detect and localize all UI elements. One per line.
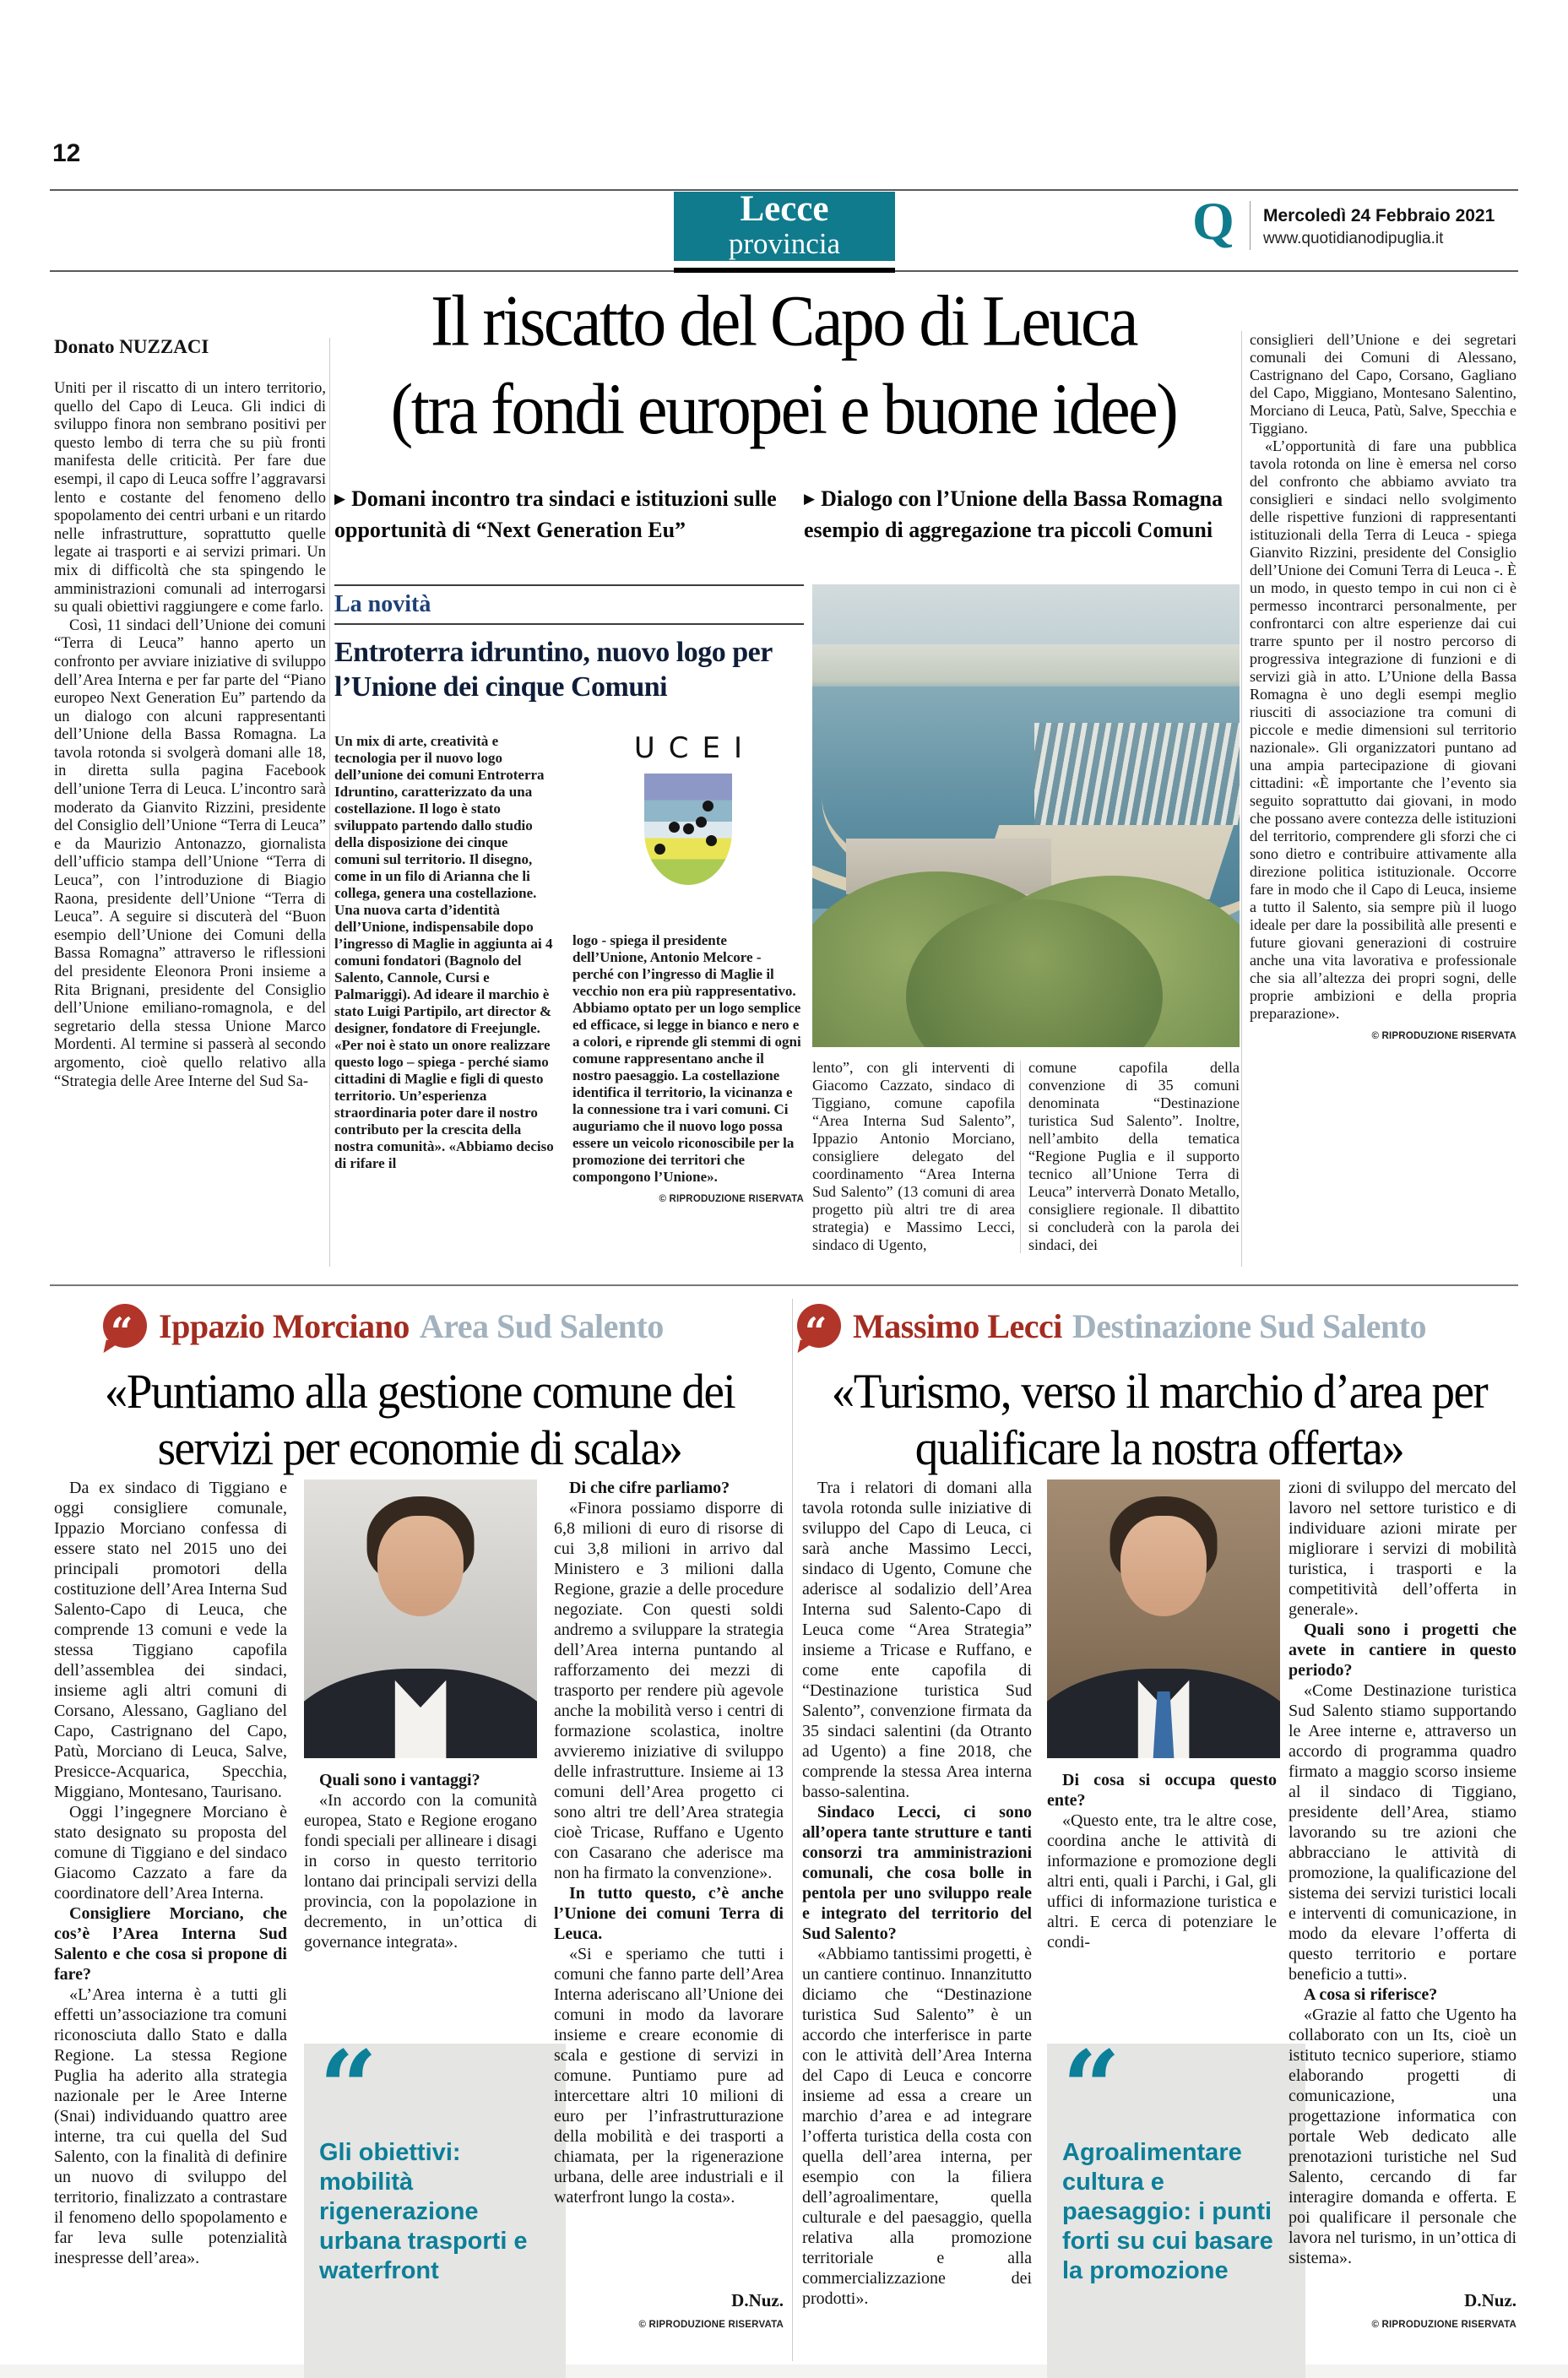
main-headline-line1: Il riscatto del Capo di Leuca <box>430 281 1137 361</box>
la-novita-box <box>334 584 804 1272</box>
interview-question: Di che cifre parliamo? <box>569 1479 730 1497</box>
interview-question: Quali sono i vantaggi? <box>319 1771 480 1789</box>
interview1-column3 <box>554 1478 784 2272</box>
portrait-face <box>377 1516 464 1616</box>
subhead-right <box>804 485 1264 544</box>
copyright-notice: © RIPRODUZIONE RISERVATA <box>638 2320 784 2330</box>
lead-paragraph: consiglieri dell’Unione e dei segretari comunali dei Comuni di Alessano, Castrignano del Capo, Corsano, Gagliano del Capo, Miggiano, Montesano Salentino, Morciano di Leuca, Patù, Salve, Specchia e Tiggiano. <box>1250 331 1516 437</box>
interview2-column2 <box>1047 1770 1277 2037</box>
banner-underbar <box>674 268 895 273</box>
lead-paragraph: «L’opportunità di fare una pubblica tavola rotonda on line è emersa nel corso del confronto che abbiamo avviato tra consiglieri e sindaci nello svolgimento delle rispettive funzioni di rappresentanti istituzionali della Terra di Leuca - spiega Gianvito Rizzini, presidente del Consiglio dell’Unione dei Comuni Terra di Leuca -. È un modo, in questo tempo in cui non ci è permesso incontrarci personalmente, per confrontarci con altre esperienze dai cui trarre spunto per il nostro percorso di progressiva integrazione di funzioni e di servizi già in atto. L’Unione della Bassa Romagna è uno degli esempi meglio riusciti di associazione tra comuni di piccole e medie dimensioni sul territorio nazionale». Gli organizzatori puntano ad una ampia partecipazione di giovani cittadini: «È importante che l’evento sia seguito soprattutto dai giovani, in modo che possano avere contezza delle istituzioni del territorio, comprendere gli sforzi che ci sono dietro e contribuire attivamente alla direzione politica istituzionale. Occorre fare in modo che il Capo di Leuca, insieme a tutto il Salento, sia sempre più il luogo ideale per dare la possibilità alle presenti e future giovani generazioni di costruire anche una vita lavorativa e professionale che sia all’altezza dei propri sogni, delle proprie ambizioni e della propria preparazione». <box>1250 437 1516 1022</box>
column-rule <box>1241 331 1242 1267</box>
box-text-column <box>334 733 556 1172</box>
section-subtitle: provincia <box>728 227 841 260</box>
subhead-left-text: Domani incontro tra sindaci e istituzioni sulle opportunità di “Next Generation Eu” <box>334 486 777 542</box>
website-link[interactable]: www.quotidianodipuglia.it <box>1263 230 1444 247</box>
box-kicker: La novità <box>334 591 431 617</box>
constellation-dot <box>654 844 665 855</box>
interview-question: In tutto questo, c’è anche l’Unione dei comuni Terra di Leuca. <box>554 1884 784 1943</box>
quote-bubble-icon <box>797 1304 841 1355</box>
constellation-dot <box>669 822 680 833</box>
interview-question: A cosa si riferisce? <box>1304 1985 1438 2004</box>
interviewee-name: Ippazio Morciano <box>159 1306 410 1345</box>
arrow-icon: ▶ <box>334 491 346 508</box>
interview-answer: «In accordo con la comunità europea, Stato e Regione erogano fondi speciali per allineare i disagi in corso in questo territorio lontano dai principali servizi della provincia, con la popolazione in decremento, in un’ottica di governance integrata». <box>304 1791 537 1952</box>
interview-answer: «Si e speriamo che tutti i comuni che fanno parte dell’Area Interna aderiscano all’Unione dei comuni in modo da lavorare insieme e creare economie di scala e gestione di servizi in comune. Puntiamo pure ad intercettare altri 10 milioni di euro per l’infrastrutturazione della mobilità e dei trasporti a chiamata, per la rigenerazione urbana, delle aree industriali e il waterfront lungo la costa». <box>554 1945 784 2207</box>
copyright-notice: © RIPRODUZIONE RISERVATA <box>1371 1031 1516 1041</box>
quote-glyph-icon: “ <box>111 1309 130 1355</box>
page-number: 12 <box>52 139 81 167</box>
box-rule <box>334 623 804 625</box>
lead-article-left-column <box>54 336 326 1272</box>
ucei-shield-icon <box>644 774 732 885</box>
interview-answer: «Finora possiamo disporre di 6,8 milioni di euro di risorse di cui 3,8 milioni in arrivo dal Ministero e 3 milioni dalla Regione, grazie a delle procedure negoziate. Con questi soldi andremo a sviluppare la strategia dell’Area interna puntando al rafforzamento dei mezzi di trasporto per rendere più agevole anche la mobilità verso i centri di formazione scolastica, inoltre avvieremo iniziative di sviluppo delle infrastrutture. Insieme ai 13 comuni dell’Area progetto ci sono altri tre dell’Area strategia cioè Tricase, Ruffano e Ugento con Casarano che aderisce ma non ha firmato la convenzione». <box>554 1499 784 1882</box>
main-headline-line2: (tra fondi europei e buone idee) <box>390 370 1177 450</box>
interview1-headline: «Puntiamo alla gestione comune dei servizi per economie di scala» <box>104 1364 735 1475</box>
box-headline: Entroterra idruntino, nuovo logo per l’Unione dei cinque Comuni <box>334 637 773 703</box>
column-rule <box>1020 1061 1021 1253</box>
quote-glyph-icon: “ <box>805 1309 824 1355</box>
interview-paragraph: zioni di sviluppo del mercato del lavoro nel settore turistico e di individuare azioni mirate per migliorare i servizi di mobilità turistica, i trasporti e la competitività dell’offerta in generale». <box>1289 1479 1516 1619</box>
interview-question: Consigliere Morciano, che cos’è l’Area Interna Sud Salento e che cosa si propone di fare? <box>54 1904 287 1984</box>
newspaper-logo-icon: Q <box>1192 191 1234 251</box>
interview-answer: «L’Area interna è a tutti gli effetti un’associazione tra comuni riconosciuta dallo Stato e dalla Regione. La stessa Regione Puglia ha aderito alla strategia nazionale per le Aree Interne (Snai) individuando quattro aree interne, tra cui quella del Sud Salento, con la finalità di definire un nuovo di sviluppo del territorio, finalizzato a contrastare il fenomeno dello spopolamento e far leva sulle potenzialità inespresse dell’area». <box>54 1985 287 2267</box>
interview1-column1 <box>54 1478 287 2361</box>
pull-quote-text: Agroalimentare cultura e paesaggio: i punti forti su cui basare la promozione <box>1062 2139 1273 2284</box>
big-quote-icon: “ <box>319 2028 372 2147</box>
interview-paragraph: Oggi l’ingegnere Morciano è stato designato su proposta del comune di Tiggiano e del sindaco Giacomo Cazzato a fare da coordinatore dell’Area Interna. <box>54 1803 287 1903</box>
constellation-dot <box>706 835 717 846</box>
interview2-column3 <box>1289 1478 1516 2272</box>
morciano-portrait-photo <box>304 1479 537 1758</box>
articles-divider-rule <box>792 1299 793 2361</box>
box-logo-column <box>572 728 804 1204</box>
constellation-dot <box>696 817 707 828</box>
author-signature: D.Nuz. <box>1464 2290 1516 2310</box>
section-banner <box>674 189 895 261</box>
ucei-logo-letters: UCEI <box>633 731 757 765</box>
lead-paragraph: Uniti per il riscatto di un intero territorio, quello del Capo di Leuca. Gli indici di sviluppo finora non sembrano positivi per questo lembo di terra che su più fronti manifesta delle criticità. Per fare due esempi, il capo di Leuca soffre l’aggravarsi lento e costante del fenomeno dello spopolamento dei centri urbani e un ritardo nelle infrastrutture, soprattutto quelle legate ai trasporti e ai servizi primari. Un mix di difficoltà che sta spingendo le amministrazioni comunali ad interrogarsi su quali obiettivi raggiungere e come farlo. <box>54 380 326 616</box>
copyright-notice: © RIPRODUZIONE RISERVATA <box>659 1194 804 1204</box>
interview1-kicker <box>103 1304 664 1355</box>
interview-answer: «Abbiamo tantissimi progetti, è un cantiere continuo. Innanzitutto diciamo che “Destinazione turistica Sud Salento” è un accordo che interferisce in parte con le attività dell’Area Interna del Capo di Leuca e concorre insieme ad essa a creare un marchio d’area e ad integrare l’offerta turistica della costa con quella dell’area interna, per esempio con la filiera dell’agroalimentare, quella culturale e del paesaggio, quella relativa alla promozione territoriale e alla commercializzazione dei prodotti». <box>802 1945 1032 2308</box>
lead-paragraph: lento”, con gli interventi di Giacomo Cazzato, sindaco di Tiggiano, comune capofila “Area Interna Sud Salento”, Ippazio Antonio Morciano, consigliere delegato del coordinamento “Area Interna Sud Salento” (13 comuni di area progetto più altri tre di area strategia) e Massimo Lecci, sindaco di Ugento, <box>812 1059 1015 1253</box>
pull-quote-box <box>304 2028 566 2378</box>
interview1-signoff <box>554 2290 784 2330</box>
interview2-column1 <box>802 1478 1032 2361</box>
photo-sky <box>812 584 1240 654</box>
interview2-kicker <box>797 1304 1427 1355</box>
interview1-column2 <box>304 1770 537 2037</box>
quote-bubble-icon <box>103 1304 147 1355</box>
portrait-face <box>1120 1516 1207 1616</box>
lead-continuation-column <box>1028 1059 1240 1255</box>
interviewee-name: Massimo Lecci <box>853 1306 1062 1345</box>
subhead-left <box>334 485 795 544</box>
byline: Donato NUZZACI <box>54 336 209 357</box>
lead-paragraph: Così, 11 sindaci dell’Unione dei comuni “Terra di Leuca” hanno aperto un confronto per avviare iniziative di sviluppo dell’Area Interna e per far parte del “Piano europeo Next Generation Eu” partendo da un dialogo con alcuni rappresentanti dell’Unione della Bassa Romagna. La tavola rotonda si svolgerà domani alle 18, in diretta sulla pagina Facebook dell’unione Terra di Leuca. L’incontro sarà moderato da Gianvito Rizzini, presidente del Consiglio dell’Unione “Terra di Leuca” e da Maurizio Antonazzo, giornalista dell’ufficio stampa dell’Unione “Terra di Leuca”, con l’introduzione di Biagio Raona, presidente dell’Unione “Terra di Leuca”. A seguire si discuterà del “Buon esempio dell’Unione dei Comuni della Bassa Romagna” attraverso le riflessioni del presidente Eleonora Proni insieme a Rita Brignani, presidente del Consiglio dell’Unione emiliano-romagnola, e del segretario della stessa Unione Marco Mordenti. Al termine si passerà al secondo argomento, cioè quello relativo alla “Strategia delle Aree Interne del Sud Sa- <box>54 616 326 1090</box>
interview-paragraph: Tra i relatori di domani alla tavola rotonda sulle iniziative di sviluppo del Capo di Leuca, ci sarà anche Massimo Lecci, sindaco di Ugento, Comune che aderisce al sodalizio dell’Area Interna sud Salento-Capo di Leuca come “Area Strategia” insieme a Tricase e Ruffano, e come ente capofila di “Destinazione turistica Sud Salento”, convenzione firmata da 35 sindaci salentini (da Otranto ad Ugento) a fine 2018, che comprende la stessa Area interna basso-salentina. <box>802 1479 1032 1801</box>
interview-question: Di cosa si occupa questo ente? <box>1047 1771 1277 1810</box>
logo-caption: logo - spiega il presidente dell’Unione, Antonio Melcore - perché con l’ingresso di Maglie il vecchio non era più rappresentativo. Abbiamo optato per un logo semplice ed efficace, si legge in bianco e nero e a colori, e riprende gli stemmi di ogni comune rappresentano anche il nostro paesaggio. La costellazione identifica il territorio, la vicinanza e la connessione tra i vari comuni. Ci auguriamo che il nuovo logo possa essere un veicolo riconoscibile per la promozione dei territori che compongono l’Unione». <box>572 932 801 1185</box>
interview-topic: Destinazione Sud Salento <box>1072 1306 1427 1345</box>
interview-answer: «Come Destinazione turistica Sud Salento stiamo supportando le Aree interne e, attraverso un accordo di programma quadro firmato a maggio scorso insieme al il sindaco di Tiggiano, presidente dell’Area, stiamo lavorando su tre azioni che abbracciano le attività di promozione, la qualificazione del sistema dei servizi turistici locali e interventi di comunicazione, in modo da elevare l’offerta di questo territorio e portare beneficio a tutti». <box>1289 1681 1516 1984</box>
issue-date: Mercoledì 24 Febbraio 2021 <box>1263 206 1495 225</box>
section-divider-rule <box>50 1284 1518 1286</box>
pull-quote-box <box>1047 2028 1305 2378</box>
constellation-dot <box>683 823 694 834</box>
copyright-notice: © RIPRODUZIONE RISERVATA <box>1371 2320 1516 2330</box>
lead-continuation-column <box>812 1059 1015 1255</box>
interview2-headline: «Turismo, verso il marchio d’area per qualificare la nostra offerta» <box>831 1364 1488 1475</box>
arrow-icon: ▶ <box>804 491 816 508</box>
interview-topic: Area Sud Salento <box>419 1306 664 1345</box>
constellation-dot <box>703 801 713 812</box>
interview2-signoff <box>1289 2290 1516 2330</box>
subhead-right-text: Dialogo con l’Unione della Bassa Romagna esempio di aggregazione tra piccoli Comuni <box>804 486 1223 542</box>
interview-answer: «Questo ente, tra le altre cose, coordina anche le attività di informazione e promozione degli altri enti, quali i Parchi, i Gal, gli uffici di informazione turistica e altri. E cerca di potenziare le condi- <box>1047 1811 1277 1952</box>
interview-question: Quali sono i progetti che avete in cantiere in questo periodo? <box>1289 1621 1516 1680</box>
column-rule <box>329 338 330 1267</box>
ucei-logo <box>572 730 804 922</box>
lead-article-right-column <box>1250 331 1516 1270</box>
main-headline <box>331 277 1236 454</box>
big-quote-icon: “ <box>1062 2028 1115 2147</box>
author-signature: D.Nuz. <box>731 2290 784 2310</box>
interview-paragraph: Da ex sindaco di Tiggiano e oggi consigliere comunale, Ippazio Morciano confessa di essere stato nel 2015 uno dei principali promotori della costituzione dell’Area Interna Sud Salento-Capo di Leuca, che comprende 13 comuni e vede la stessa Tiggiano capofila dell’assemblea dei sindaci, insieme agli altri comuni di Corsano, Alessano, Gagliano del Capo, Castrignano del Capo, Patù, Morciano di Leuca, Salve, Presicce-Acquarica, Specchia, Miggiano, Montesano, Taurisano. <box>54 1479 287 1801</box>
interview-answer: «Grazie al fatto che Ugento ha collaborato con un Its, cioè un istituto tecnico superiore, stiamo elaborando progetti di comunicazione, una progettazione informatica con portale Web dedicato alle prenotazioni turistiche nel Sud Salento, cercando di far interagire domanda e offerta. E poi qualificare il personale che lavora nel turismo, in un’ottica di sistema». <box>1289 2006 1516 2267</box>
harbor-photo <box>812 584 1240 1047</box>
box-paragraph: Un mix di arte, creatività e tecnologia per il nuovo logo dell’unione dei comuni Entroterra Idruntino, caratterizzato da una costellazione. Il logo è stato sviluppato partendo dallo studio della disposizione dei cinque comuni sul territorio. Il disegno, come in un filo di Arianna che li collega, genera una costellazione. Una nuova carta d’identità dell’Unione, indispensabile dopo l’ingresso di Maglie in aggiunta ai 4 comuni fondatori (Bagnolo del Salento, Cannole, Cursi e Palmariggi). Ad ideare il marchio è stato Luigi Partipilo, art director & designer, fondatore di Freejungle. «Per noi è stato un onore realizzare questo logo – spiega - perché siamo cittadini di Maglie e figli di questo territorio. Un’esperienza straordinaria poter dare il nostro contributo per la crescita della nostra comunità». «Abbiamo deciso di rifare il <box>334 733 554 1171</box>
interview-question: Sindaco Lecci, ci sono all’opera tante strutture e tanti consorzi tra amministrazioni comunali, che cosa bolle in pentola per uno sviluppo reale e integrato del territorio del Sud Salento? <box>802 1803 1032 1943</box>
pull-quote-text: Gli obiettivi: mobilità rigenerazione urbana trasporti e waterfront <box>319 2139 528 2284</box>
section-title: Lecce <box>740 189 829 229</box>
masthead-divider <box>1250 201 1251 250</box>
lecci-portrait-photo <box>1047 1479 1280 1758</box>
lead-paragraph: comune capofila della convenzione di 35 comuni denominata “Destinazione turistica Sud Salento”. Inoltre, nell’ambito della tematica “Regione Puglia e il supporto tecnico all’Unione Terra di Leuca” interverrà Donato Metallo, consigliere regionale. Il dibattito si concluderà con la parola dei sindaci, dei <box>1028 1059 1240 1253</box>
